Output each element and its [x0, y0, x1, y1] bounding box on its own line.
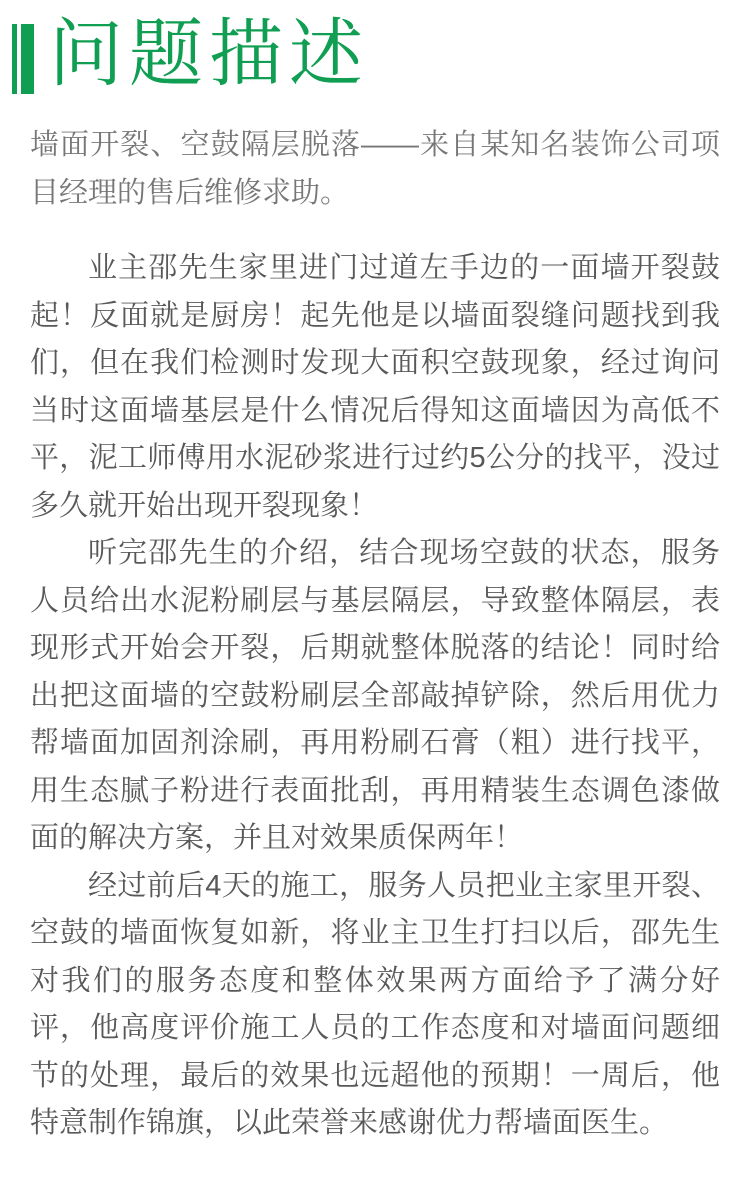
title-accent-bar-thin-icon: [12, 24, 17, 94]
title-accent-bar-thick-icon: [21, 24, 34, 94]
intro-paragraph: 墙面开裂、空鼓隔层脱落——来自某知名装饰公司项目经理的售后维修求助。: [30, 129, 720, 209]
article-page: [0, 6, 750, 1148]
body-paragraph: 听完邵先生的介绍，结合现场空鼓的状态，服务人员给出水泥粉刷层与基层隔层，导致整体隔层，表现形式开始会开裂，后期就整体脱落的结论！同时给出把这面墙的空鼓粉刷层全部敲掉铲除，然后用优力帮墙面加固剂涂刷，再用粉刷石膏（粗）进行找平，用生态腻子粉进行表面批刮，再用精装生态调色漆做面的解决方案，并且对效果质保两年！: [30, 537, 720, 854]
body-paragraph: 业主邵先生家里进门过道左手边的一面墙开裂鼓起！反面就是厨房！起先他是以墙面裂缝问题找到我们，但在我们检测时发现大面积空鼓现象，经过询问当时这面墙基层是什么情况后得知这面墙因为高低不平，泥工师傅用水泥砂浆进行过约5公分的找平，没过多久就开始出现开裂现象！: [30, 252, 720, 522]
section-title: 问题描述: [49, 12, 369, 95]
article-body: [0, 122, 750, 1148]
body-paragraph: 经过前后4天的施工，服务人员把业主家里开裂、空鼓的墙面恢复如新，将业主卫生打扫以后，邵先生对我们的服务态度和整体效果两方面给予了满分好评，他高度评价施工人员的工作态度和对墙面问题细节的处理，最后的效果也远超他的预期！一周后，他特意制作锦旗，以此荣誉来感谢优力帮墙面医生。: [30, 869, 720, 1139]
section-header: [12, 6, 750, 102]
